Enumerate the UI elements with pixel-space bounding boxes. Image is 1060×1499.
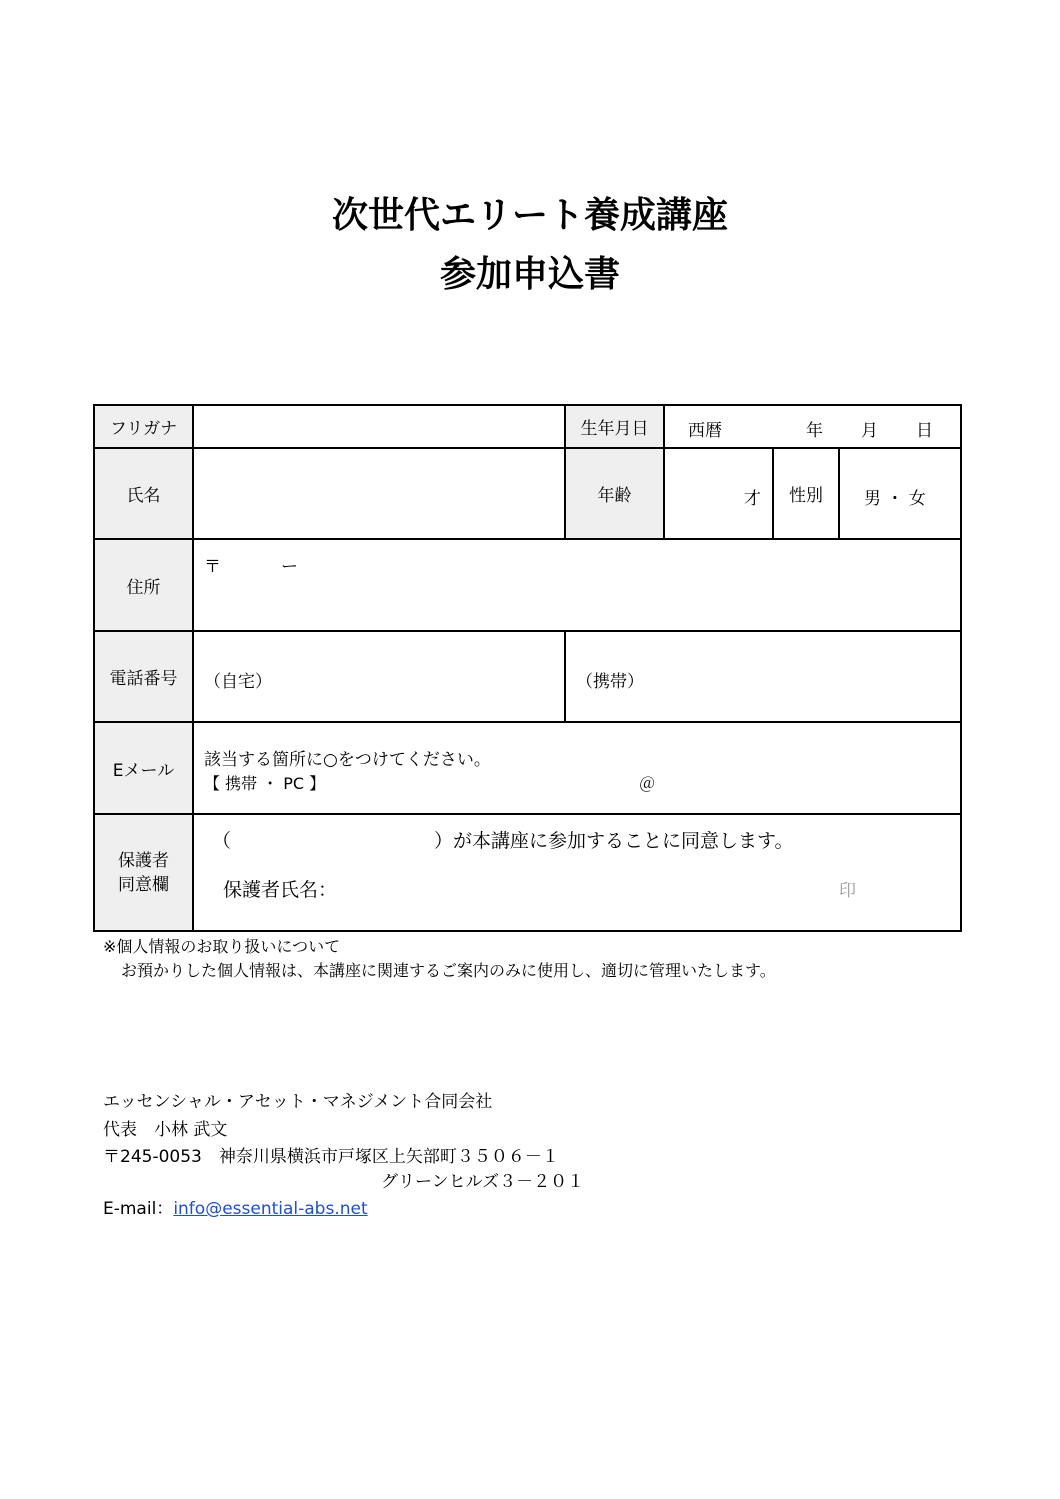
furigana-field[interactable] — [193, 405, 565, 448]
email-label: Eメール — [94, 722, 193, 814]
company-address-line2: グリーンヒルズ３－２０１ — [381, 1172, 585, 1192]
mobile-phone-label: （携帯） — [576, 672, 644, 692]
address-label: 住所 — [94, 539, 193, 631]
gender-options[interactable]: 男 ・ 女 — [864, 489, 926, 509]
gender-label: 性別 — [789, 486, 823, 506]
birthdate-label: 生年月日 — [565, 405, 664, 448]
birthdate-month-unit: 月 — [861, 421, 878, 441]
form-subtitle: 参加申込書 — [439, 254, 620, 295]
company-email-row — [103, 1194, 368, 1219]
email-type-options[interactable]: 【 携帯 ・ PC 】 — [204, 774, 326, 793]
postal-mark: 〒 — [204, 557, 221, 577]
email-at-sign: ＠ — [639, 774, 656, 793]
guardian-name-label: 保護者氏名： — [223, 879, 338, 901]
email-instruction: 該当する箇所に○をつけてください。 — [204, 750, 491, 770]
privacy-body: お預かりした個人情報は、本講座に関連するご案内のみに使用し、適切に管理いたします。 — [121, 961, 776, 980]
company-representative: 代表 小林 武文 — [103, 1120, 228, 1140]
phone-label: 電話番号 — [94, 631, 193, 722]
company-address-line1: 〒245-0053 神奈川県横浜市戸塚区上矢部町３５０６－１ — [103, 1147, 559, 1167]
age-unit: 才 — [744, 489, 761, 509]
birthdate-era: 西暦 — [688, 421, 722, 441]
address-field[interactable] — [193, 539, 961, 631]
home-phone-label: （自宅） — [204, 672, 272, 692]
name-field[interactable] — [193, 448, 565, 539]
furigana-label: フリガナ — [94, 405, 193, 448]
birthdate-day-unit: 日 — [916, 421, 933, 441]
name-label: 氏名 — [94, 448, 193, 539]
form-title: 次世代エリート養成講座 — [331, 195, 728, 236]
privacy-heading: ※個人情報のお取り扱いについて — [103, 937, 341, 956]
guardian-consent-text: ）が本講座に参加することに同意します。 — [434, 830, 794, 852]
postal-dash: ー — [281, 557, 298, 577]
company-email-label: E-mail： — [103, 1199, 174, 1219]
guardian-paren-open: （ — [212, 830, 232, 852]
age-label: 年齢 — [565, 448, 664, 539]
company-email-link[interactable]: info@essential-abs.net — [173, 1199, 368, 1219]
seal-mark: 印 — [839, 881, 856, 901]
birthdate-year-unit: 年 — [806, 421, 823, 441]
company-name: エッセンシャル・アセット・マネジメント合同会社 — [103, 1092, 493, 1112]
guardian-consent-label: 保護者 同意欄 — [94, 814, 193, 931]
